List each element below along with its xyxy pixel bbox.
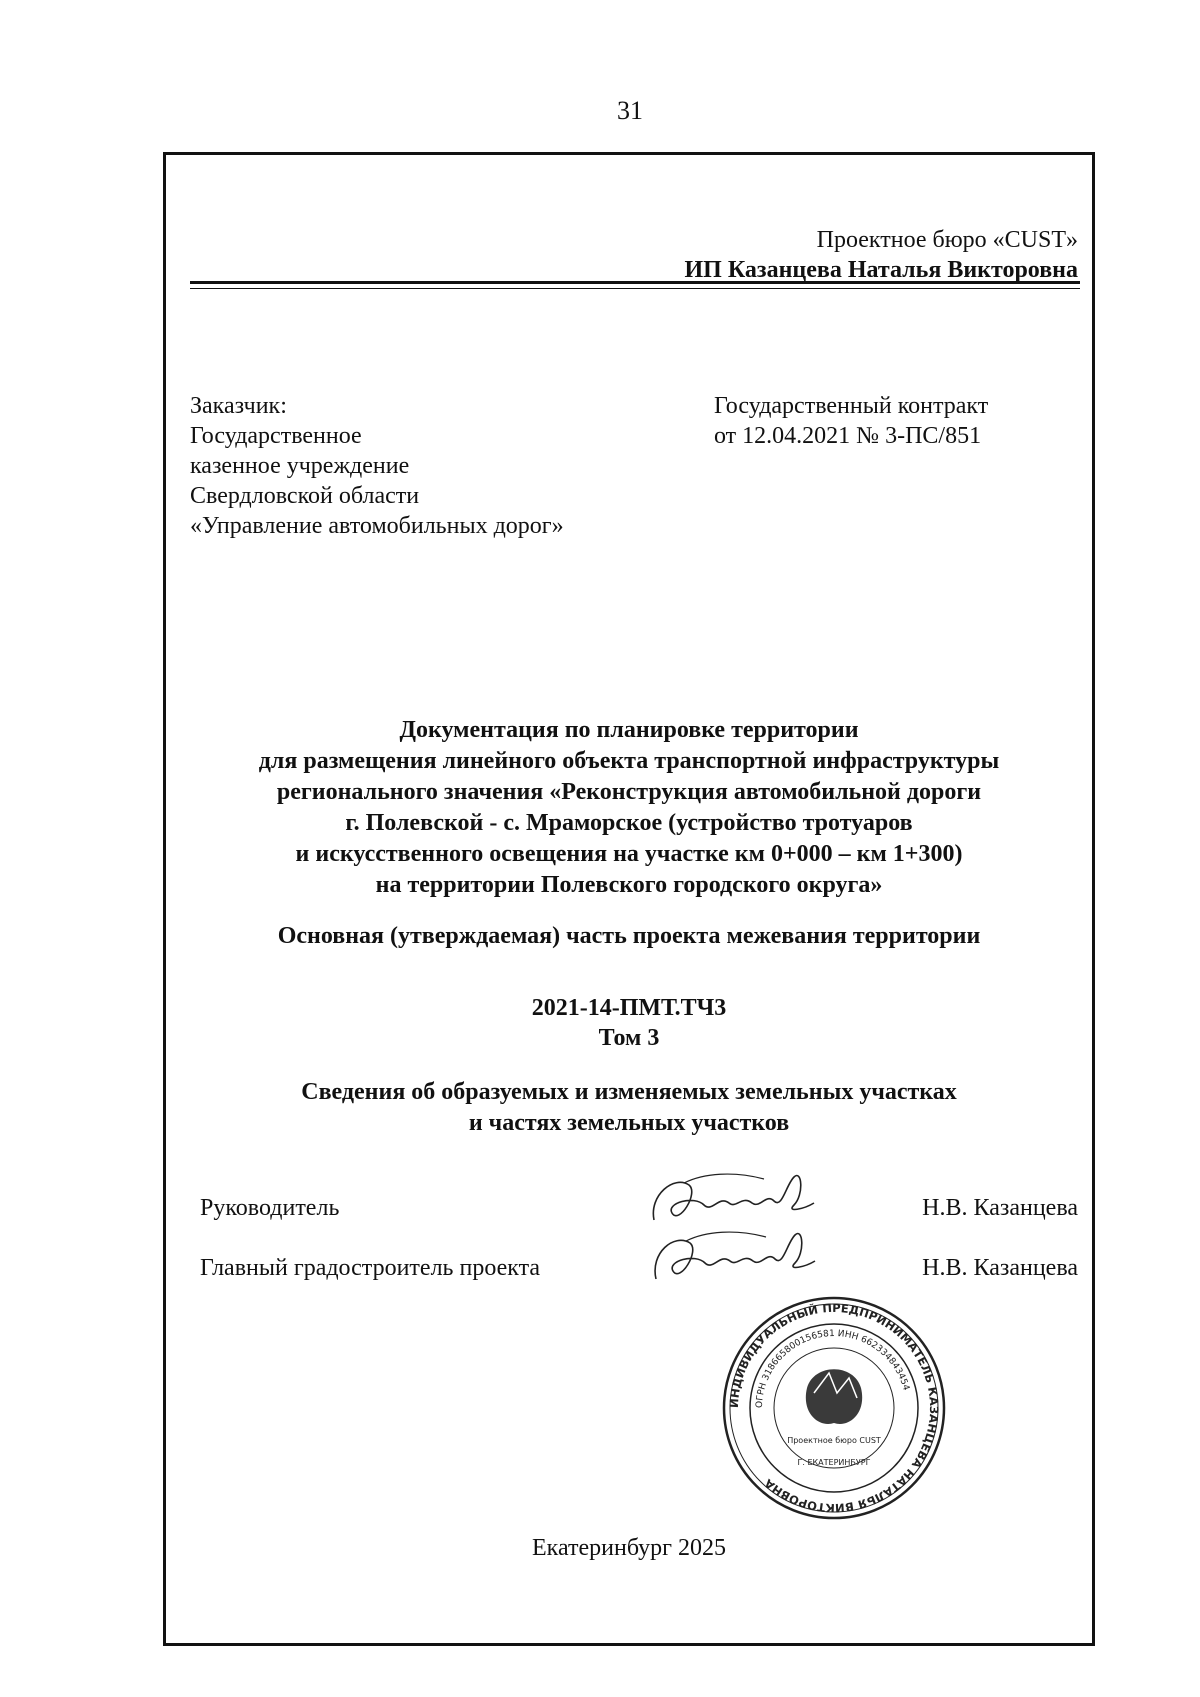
customer-label: Заказчик:	[190, 393, 287, 419]
header-rule-thin	[190, 288, 1080, 289]
customer-line: Государственное	[190, 423, 362, 449]
signatory-role: Руководитель	[200, 1195, 340, 1221]
signatory-name: Н.В. Казанцева	[922, 1195, 1078, 1221]
bureau-header	[685, 225, 1079, 285]
bureau-name: Проектное бюро «CUST»	[816, 227, 1078, 253]
contract-line: Государственный контракт	[714, 393, 989, 419]
customer-line: «Управление автомобильных дорог»	[190, 513, 564, 539]
document-title	[166, 715, 1092, 901]
signature-row	[200, 1195, 1078, 1229]
contract-line: от 12.04.2021 № 3-ПС/851	[714, 423, 982, 449]
document-code: 2021-14-ПМТ.ТЧ3	[531, 995, 727, 1021]
page-frame	[163, 152, 1095, 1646]
bureau-owner: ИП Казанцева Наталья Викторовна	[684, 257, 1078, 283]
document-volume: Том 3	[598, 1025, 660, 1051]
document-subtitle: Основная (утверждаемая) часть проекта межевания территории	[277, 923, 981, 949]
customer-line: казенное учреждение	[190, 453, 410, 479]
header-rule-thick	[190, 281, 1080, 284]
section-title-line: Сведения об образуемых и изменяемых земельных участках	[301, 1079, 957, 1105]
stamp-city-text: Г. ЕКАТЕРИНБУРГ	[797, 1458, 871, 1467]
title-line: и искусственного освещения на участке км 0+000 – км 1+300)	[295, 841, 963, 867]
page-number: 31	[617, 96, 643, 125]
signatory-name: Н.В. Казанцева	[922, 1255, 1078, 1281]
title-line: г. Полевской - с. Мраморское (устройство тротуаров	[345, 810, 913, 836]
handwritten-signature	[644, 1221, 824, 1291]
stamp-ring-text: ИНДИВИДУАЛЬНЫЙ ПРЕДПРИНИМАТЕЛЬ КАЗАНЦЕВА НАТАЛЬЯ ВИКТОРОВНА	[726, 1300, 942, 1516]
title-line: Документация по планировке территории	[399, 717, 859, 743]
signature-row	[200, 1255, 1078, 1289]
seal-stamp	[719, 1293, 949, 1523]
document-code-block	[166, 993, 1092, 1053]
stamp-center-text: Проектное бюро CUST	[787, 1436, 881, 1445]
title-line: на территории Полевского городского округа»	[375, 872, 883, 898]
customer-block	[190, 391, 564, 541]
title-line: регионального значения «Реконструкция автомобильной дороги	[276, 779, 982, 805]
customer-line: Свердловской области	[190, 483, 420, 509]
stamp-inner-text: ОГРН 318665800156581 ИНН 662334843454	[754, 1328, 911, 1409]
document-section-title	[166, 1077, 1092, 1139]
footer-city-year: Екатеринбург 2025	[532, 1535, 726, 1561]
title-line: для размещения линейного объекта транспортной инфраструктуры	[258, 748, 1000, 774]
contract-block	[714, 391, 988, 451]
section-title-line: и частях земельных участков	[468, 1110, 790, 1136]
signatory-role: Главный градостроитель проекта	[200, 1255, 541, 1281]
